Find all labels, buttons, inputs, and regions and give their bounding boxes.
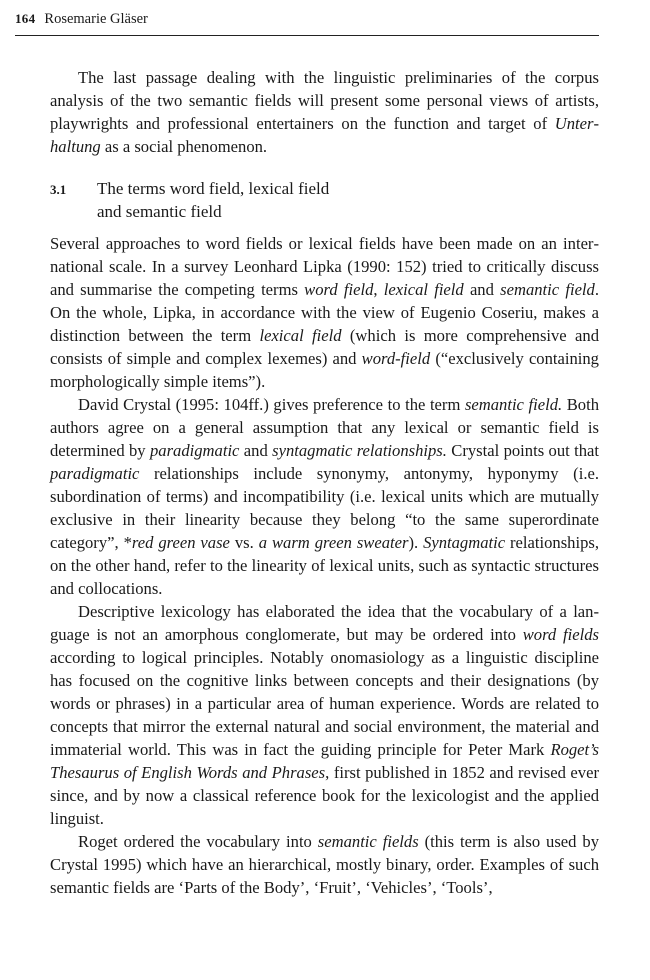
italic-term: Syntagmatic: [423, 533, 506, 552]
text-run: Descriptive lexicology has elaborated the idea that the vocabulary of a language is not an amorphous conglomerate, but may be ordered into: [50, 602, 599, 644]
italic-term: semantic field: [500, 280, 595, 299]
text-run: and: [239, 441, 273, 460]
italic-term: paradigmatic: [150, 441, 240, 460]
paragraph-lexicology: [50, 600, 599, 830]
text-run: (which is more comprehensive and consists of simple and complex lexemes) and: [50, 326, 599, 368]
section-heading: [50, 177, 599, 223]
text-run: Several approaches to word fields or lexical fields have been made on an international scale. In a survey Leonhard Lipka (1990: 152) tried to critically discuss and summarise the competing terms: [50, 234, 599, 299]
text-run: (this term is also used by Crystal 1995) which have an hierarchical, mostly binary, order. Examples of such semantic fields are ‘Parts of the Body’, ‘Fruit’, ‘Vehicles’, ‘Tools’,: [50, 832, 599, 897]
section-number: 3.1: [50, 182, 67, 197]
text-run: relationships include synonymy, antonymy, hyponymy (i.e. subordination of terms) and incompatibility (i.e. lexical units which are mutually exclusive in their linearity because they belong “to the same superordinate category”, *: [50, 464, 599, 552]
text-run: as a social phenomenon.: [100, 137, 268, 156]
italic-term: paradigmatic: [50, 464, 140, 483]
italic-term: syntagmatic relationships.: [272, 441, 447, 460]
italic-term: lexical field: [383, 280, 464, 299]
text-run: vs.: [229, 533, 259, 552]
text-run: Both authors agree on a general assumption that any lexical or semantic field is determined by: [50, 395, 600, 460]
paragraph-roget: [50, 830, 599, 899]
page-number: 164: [15, 11, 36, 26]
italic-term: a warm green sweater: [258, 533, 409, 552]
main-text: [50, 66, 599, 899]
text-run: according to logical principles. Notably onomasiology as a linguistic discipline has focused on the cognitive links between concepts and their designations (by words or phrases) in a particular area of human experience. Words are related to concepts that mirror the external natural and social environment, the material and immaterial world. This was in fact the guiding principle for Peter Mark: [50, 648, 599, 759]
text-run: Roget ordered the vocabulary into: [78, 832, 318, 851]
running-header-author: Rosemarie Gläser: [44, 11, 148, 27]
italic-term: word field: [304, 280, 374, 299]
paragraph-lipka: [50, 232, 599, 393]
running-header: [15, 9, 599, 36]
text-run: and: [463, 280, 501, 299]
section-title: The terms word field, lexical field and semantic field: [97, 179, 330, 221]
text-run: ,: [373, 280, 384, 299]
paragraph-intro: [50, 66, 599, 158]
text-run: relationships, on the other hand, refer to the linearity of lexical units, such as syntactic structures and collocations.: [50, 533, 599, 598]
text-run: , first published in 1852 and revised ever since, and by now a classical reference book for the lexicologist and the applied linguist.: [50, 763, 599, 828]
text-run: ).: [408, 533, 424, 552]
text-run: David Crystal (1995: 104ff.) gives preference to the term: [78, 395, 465, 414]
text-run: . On the whole, Lipka, in accordance with the view of Eugenio Coseriu, makes a distinction between the term: [50, 280, 599, 345]
italic-term: semantic fields: [317, 832, 419, 851]
italic-term: Unterhaltung: [50, 114, 599, 156]
text-run: Crystal points out that: [446, 441, 599, 460]
text-run: The last passage dealing with the linguistic preliminaries of the corpus analysis of the two semantic fields will present some personal views of artists, playwrights and professional entertainers on the function and target of: [50, 68, 599, 133]
italic-term: word fields: [522, 625, 599, 644]
text-run: (“exclusively containing morphologically simple items”).: [50, 349, 599, 391]
paragraph-crystal: [50, 393, 599, 600]
italic-term: semantic field.: [464, 395, 563, 414]
italic-term: lexical field: [259, 326, 342, 345]
italic-title: Roget’s Thesaurus of English Words and Phrases: [50, 740, 599, 782]
italic-term: red green vase: [131, 533, 230, 552]
italic-term: word-field: [361, 349, 431, 368]
